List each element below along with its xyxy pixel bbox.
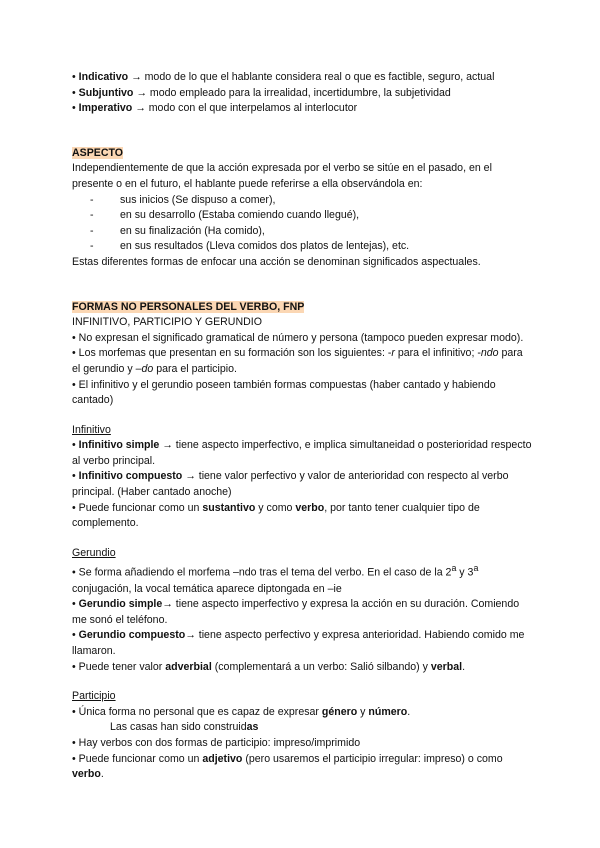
morpheme: as: [246, 721, 259, 734]
gerundio-point: [72, 660, 532, 676]
text: Puede funcionar como un: [78, 501, 203, 514]
text: Puede funcionar como un: [78, 752, 203, 765]
dash: -: [90, 224, 94, 237]
text: Puede tener valor: [78, 660, 166, 673]
text: .: [462, 660, 466, 673]
term: Infinitivo compuesto: [78, 470, 183, 483]
text: → tiene valor perfectivo y valor de anterioridad con respecto al verbo principal. (Haber cantado anoche): [72, 470, 509, 499]
term: verbo: [295, 501, 325, 514]
moods-list: [72, 70, 532, 117]
bullet: •: [72, 566, 76, 579]
mood-imperativo: [72, 101, 532, 117]
term: verbo: [72, 768, 101, 781]
bullet: •: [72, 102, 76, 115]
term: verbal: [430, 660, 463, 673]
bullet: •: [72, 736, 76, 749]
aspecto-item-text: en su finalización (Ha comido),: [120, 224, 265, 237]
text: (complementará a un verbo: Salió silbando) y: [211, 660, 431, 673]
superscript: a: [473, 563, 479, 574]
participio-point: [72, 705, 532, 721]
infinitivo-point: [72, 438, 532, 469]
text: y: [357, 705, 369, 718]
term: adverbial: [165, 660, 212, 673]
text: para el infinitivo; -: [394, 347, 481, 360]
fnp-point-text: El infinitivo y el gerundio poseen también formas compuestas (haber cantado y habiendo cantado): [72, 378, 496, 407]
superscript: a: [451, 563, 457, 574]
bullet: •: [72, 752, 76, 765]
text: Hay verbos con dos formas de participio: impreso/imprimido: [78, 736, 361, 749]
morpheme: ndo: [480, 347, 499, 360]
morpheme: r: [391, 347, 395, 360]
text: .: [407, 705, 411, 718]
text: para el gerundio y: [72, 347, 523, 375]
fnp-point: [72, 346, 532, 377]
mood-subjuntivo: [72, 86, 532, 102]
aspecto-item-text: en sus resultados (Lleva comidos dos platos de lentejas), etc.: [120, 240, 410, 253]
bullet: •: [72, 629, 76, 642]
fnp-subheading: INFINITIVO, PARTICIPIO Y GERUNDIO: [72, 316, 262, 329]
mood-indicativo: [72, 70, 532, 86]
bullet: •: [72, 347, 76, 360]
text: Los morfemas que presentan en su formación son los siguientes: -: [78, 347, 392, 360]
bullet: •: [72, 660, 76, 673]
text: para el participio.: [153, 362, 237, 375]
gerundio-point: [72, 628, 532, 659]
infinitivo-title: Infinitivo: [72, 423, 111, 436]
mood-name: Imperativo: [78, 102, 133, 115]
text: → tiene aspecto perfectivo y expresa anterioridad. Habiendo comido me llamaron.: [72, 629, 525, 657]
fnp-point: [72, 331, 532, 347]
gerundio-point: [72, 561, 532, 597]
fnp-heading: FORMAS NO PERSONALES DEL VERBO, FNP: [72, 300, 305, 313]
morpheme: –do: [135, 362, 154, 375]
text: y 3: [456, 566, 474, 579]
aspecto-item: [72, 208, 532, 224]
text: → tiene aspecto imperfectivo y expresa la acción en su duración. Comiendo me sonó el teléfono.: [72, 598, 520, 626]
dash: -: [90, 209, 94, 222]
text: → tiene aspecto imperfectivo, e implica simultaneidad o posterioridad respecto al verbo principal.: [72, 439, 532, 467]
fnp-point-text: No expresan el significado gramatical de número y persona (tampoco pueden expresar modo).: [78, 331, 524, 344]
aspecto-item: [72, 193, 532, 209]
gerundio-point: [72, 597, 532, 628]
text: conjugación, la vocal temática aparece diptongada en –ie: [72, 582, 342, 595]
participio-section: [72, 689, 532, 783]
term: adjetivo: [202, 752, 243, 765]
gerundio-section: [72, 546, 532, 675]
bullet: •: [72, 705, 76, 718]
term: Gerundio compuesto: [78, 629, 186, 642]
bullet: •: [72, 598, 76, 611]
text: (pero usaremos el participio irregular: impreso) o como: [242, 752, 503, 765]
aspecto-item-text: sus inicios (Se dispuso a comer),: [120, 193, 276, 206]
bullet: •: [72, 439, 76, 452]
aspecto-item: [72, 224, 532, 240]
infinitivo-point: [72, 469, 532, 500]
aspecto-closing: Estas diferentes formas de enfocar una acción se denominan significados aspectuales.: [72, 255, 481, 268]
term: Infinitivo simple: [78, 439, 160, 452]
infinitivo-section: [72, 423, 532, 532]
participio-title: Participio: [72, 690, 116, 703]
term: sustantivo: [202, 501, 256, 514]
dash: -: [90, 193, 94, 206]
participio-point: [72, 736, 532, 752]
mood-text: → modo empleado para la irrealidad, incertidumbre, la subjetividad: [133, 86, 451, 99]
bullet: •: [72, 71, 76, 83]
term: número: [368, 705, 408, 718]
mood-text: → modo de lo que el hablante considera real o que es factible, seguro, actual: [128, 71, 495, 83]
term: género: [321, 705, 358, 718]
mood-name: Indicativo: [78, 71, 129, 83]
fnp-section: [72, 300, 532, 409]
text: Única forma no personal que es capaz de expresar: [78, 705, 322, 718]
aspecto-intro: Independientemente de que la acción expresada por el verbo se sitúe en el pasado, en el presente o en el futuro, el hablante puede referirse a ella observándola en:: [72, 162, 492, 190]
dash: -: [90, 240, 94, 253]
aspecto-heading: ASPECTO: [72, 146, 124, 159]
text: Se forma añadiendo el morfema –ndo tras el tema del verbo. En el caso de la 2: [78, 566, 452, 579]
aspecto-section: [72, 146, 532, 271]
mood-text: → modo con el que interpelamos al interlocutor: [132, 102, 358, 115]
bullet: •: [72, 378, 76, 391]
infinitivo-point: [72, 501, 532, 532]
term: Gerundio simple: [78, 598, 163, 611]
mood-name: Subjuntivo: [78, 86, 134, 99]
aspecto-item: [72, 239, 532, 255]
text: .: [100, 768, 104, 781]
participio-point: [72, 752, 532, 783]
participio-example: [72, 720, 532, 736]
bullet: •: [72, 331, 76, 344]
text: Las casas han sido construid: [110, 721, 247, 734]
text: , por tanto tener cualquier tipo de complemento.: [72, 501, 480, 530]
gerundio-title: Gerundio: [72, 546, 116, 559]
fnp-point: [72, 378, 532, 409]
aspecto-item-text: en su desarrollo (Estaba comiendo cuando llegué),: [120, 209, 360, 222]
bullet: •: [72, 470, 76, 483]
text: y como: [255, 501, 296, 514]
bullet: •: [72, 501, 76, 514]
bullet: •: [72, 86, 76, 99]
document-page: [72, 70, 532, 783]
